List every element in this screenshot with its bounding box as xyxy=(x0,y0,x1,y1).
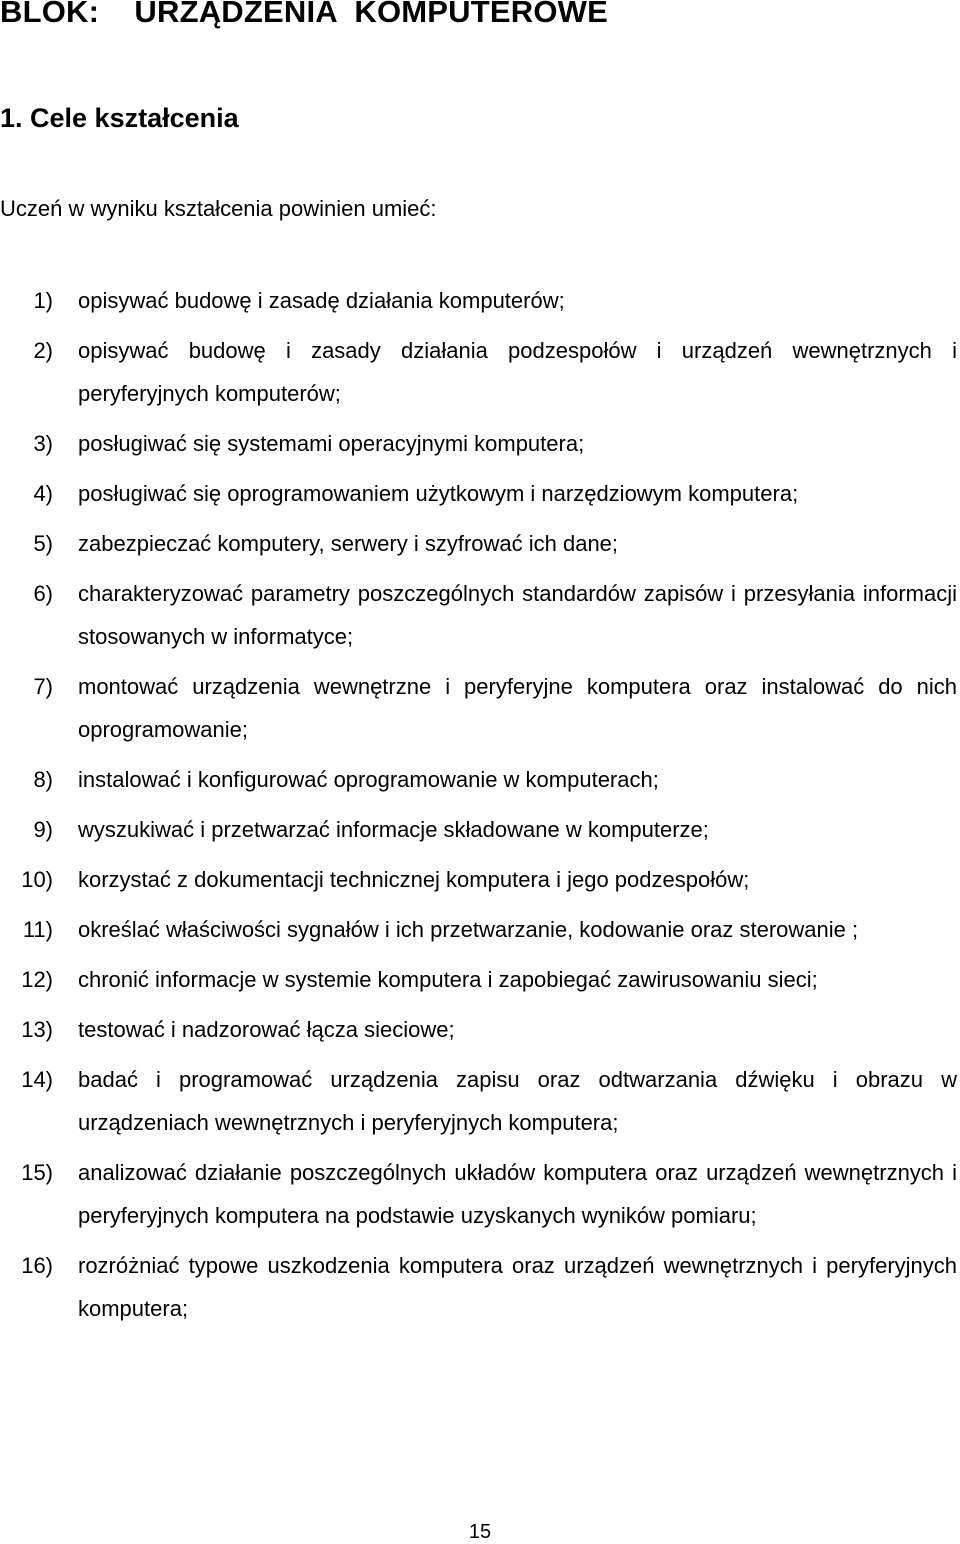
item-text: badać i programować urządzenia zapisu oraz odtwarzania dźwięku i obrazu w urządzeniach wewnętrznych i peryferyjnych komputera; xyxy=(78,1067,957,1135)
item-text: charakteryzować parametry poszczególnych standardów zapisów i przesyłania informacji stosowanych w informatyce; xyxy=(78,581,957,649)
intro-text: Uczeń w wyniku kształcenia powinien umieć: xyxy=(0,196,437,221)
list-item xyxy=(0,665,957,751)
page-number: 15 xyxy=(468,1521,492,1543)
item-text: analizować działanie poszczególnych układów komputera oraz urządzeń wewnętrznych i peryferyjnych komputera na podstawie uzyskanych wyników pomiaru; xyxy=(78,1160,957,1228)
item-number: 10) xyxy=(21,867,53,892)
item-text: zabezpieczać komputery, serwery i szyfrować ich dane; xyxy=(78,531,619,556)
block-title: BLOK: URZĄDZENIA KOMPUTEROWE xyxy=(0,0,608,29)
item-number: 6) xyxy=(33,581,53,606)
list-item xyxy=(0,1151,957,1237)
item-number: 1) xyxy=(33,288,53,313)
item-text: opisywać budowę i zasadę działania komputerów; xyxy=(78,288,565,313)
list-item xyxy=(0,1244,957,1330)
item-text: korzystać z dokumentacji technicznej komputera i jego podzespołów; xyxy=(78,867,750,892)
item-text: testować i nadzorować łącza sieciowe; xyxy=(78,1017,455,1042)
list-item xyxy=(0,1008,957,1051)
item-number: 14) xyxy=(21,1067,53,1092)
item-text: posługiwać się oprogramowaniem użytkowym i narzędziowym komputera; xyxy=(78,481,799,506)
list-item xyxy=(0,422,957,465)
list-item xyxy=(0,472,957,515)
item-number: 7) xyxy=(33,674,53,699)
item-text: rozróżniać typowe uszkodzenia komputera oraz urządzeń wewnętrznych i peryferyjnych komputera; xyxy=(78,1253,957,1321)
item-text: wyszukiwać i przetwarzać informacje składowane w komputerze; xyxy=(78,817,709,842)
list-item xyxy=(0,858,957,901)
item-text: montować urządzenia wewnętrzne i peryferyjne komputera oraz instalować do nich oprogramowanie; xyxy=(78,674,957,742)
item-number: 12) xyxy=(21,967,53,992)
item-number: 15) xyxy=(21,1160,53,1185)
list-item xyxy=(0,958,957,1001)
item-number: 4) xyxy=(33,481,53,506)
list-item xyxy=(0,522,957,565)
list-item xyxy=(0,808,957,851)
item-text: określać właściwości sygnałów i ich przetwarzanie, kodowanie oraz sterowanie ; xyxy=(78,917,859,942)
learning-goals-list xyxy=(0,279,957,1337)
item-number: 11) xyxy=(22,917,53,942)
section-title: 1. Cele kształcenia xyxy=(0,103,239,133)
item-number: 8) xyxy=(33,767,53,792)
item-number: 5) xyxy=(33,531,53,556)
list-item xyxy=(0,572,957,658)
list-item xyxy=(0,758,957,801)
item-text: instalować i konfigurować oprogramowanie w komputerach; xyxy=(78,767,659,792)
item-number: 9) xyxy=(33,817,53,842)
item-text: chronić informacje w systemie komputera i zapobiegać zawirusowaniu sieci; xyxy=(78,967,818,992)
item-number: 16) xyxy=(21,1253,53,1278)
item-text: opisywać budowę i zasady działania podzespołów i urządzeń wewnętrznych i peryferyjnych komputerów; xyxy=(78,338,957,406)
item-text: posługiwać się systemami operacyjnymi komputera; xyxy=(78,431,585,456)
list-item xyxy=(0,329,957,415)
list-item xyxy=(0,908,957,951)
item-number: 2) xyxy=(33,338,53,363)
item-number: 3) xyxy=(33,431,53,456)
list-item xyxy=(0,279,957,322)
item-number: 13) xyxy=(21,1017,53,1042)
list-item xyxy=(0,1058,957,1144)
